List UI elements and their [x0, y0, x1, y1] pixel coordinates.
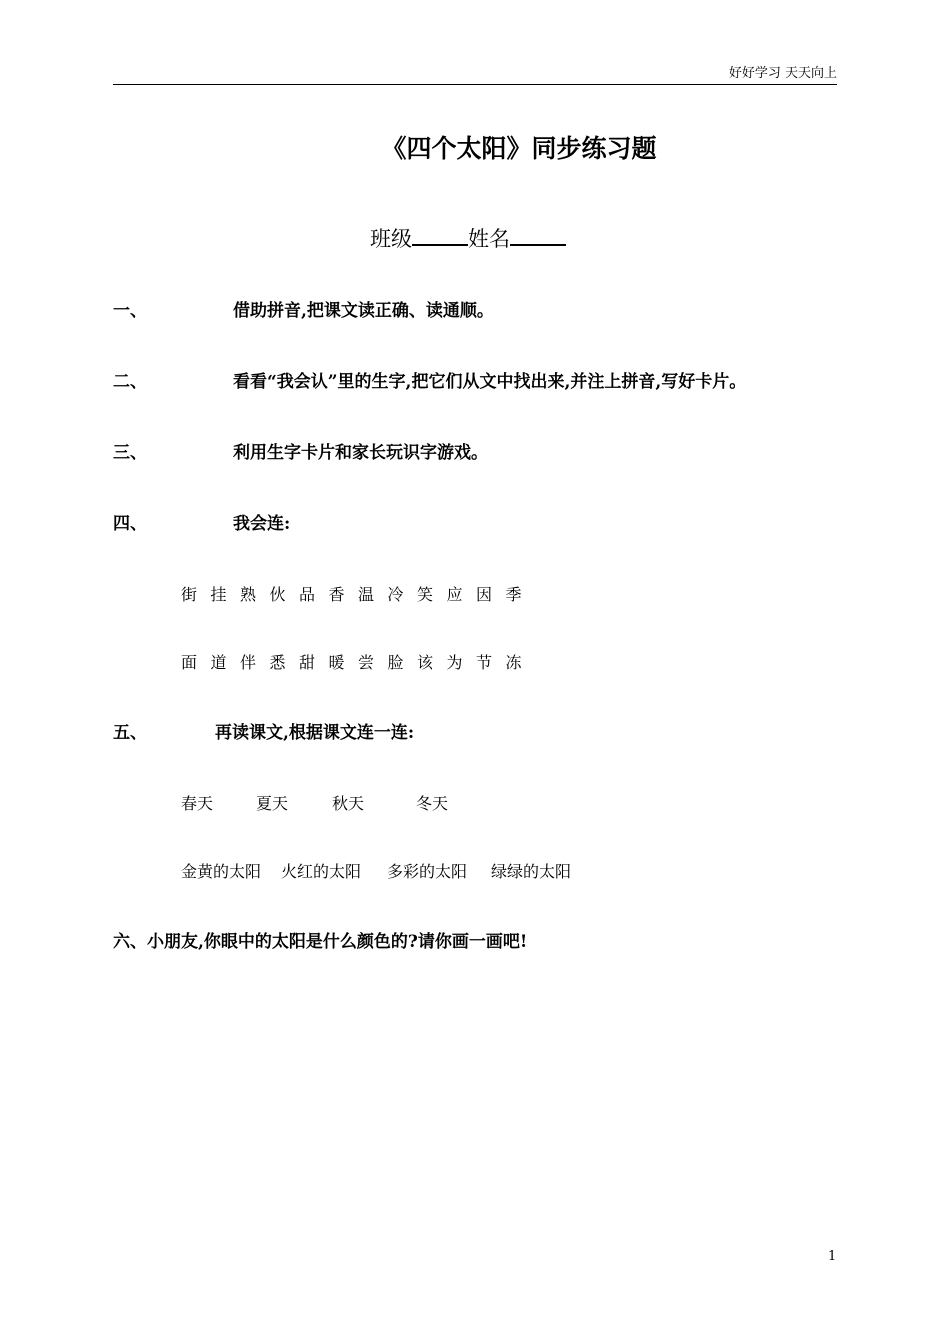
student-info-line [370, 222, 566, 254]
season-label: 春天 [181, 794, 214, 813]
question-number: 四、 [113, 514, 147, 534]
header-motto: 好好学习 天天向上 [728, 66, 837, 81]
question-number: 五、 [113, 723, 147, 743]
question-number: 一、 [113, 301, 147, 321]
question-text: 看看“我会认”里的生字,把它们从文中找出来,并注上拼音,写好卡片。 [233, 372, 747, 392]
name-label: 姓名 [468, 227, 510, 251]
character-row-1: 街挂熟伙品香温冷笑应因季 [181, 585, 536, 604]
character-row-2: 面道伴悉甜暖尝脸该为节冻 [181, 653, 536, 672]
question-text: 利用生字卡片和家长玩识字游戏。 [233, 443, 488, 463]
season-label: 夏天 [256, 794, 289, 813]
name-blank [510, 222, 566, 246]
season-label: 冬天 [416, 794, 449, 813]
question-number: 三、 [113, 443, 147, 463]
season-label: 秋天 [332, 794, 365, 813]
question-number: 二、 [113, 372, 147, 392]
page-number: 1 [828, 1249, 837, 1264]
question-6: 六、小朋友,你眼中的太阳是什么颜色的?请你画一画吧! [113, 932, 528, 952]
sun-label: 火红的太阳 [281, 862, 362, 881]
sun-label: 绿绿的太阳 [491, 862, 572, 881]
sun-label: 多彩的太阳 [387, 862, 468, 881]
page-title: 《四个太阳》同步练习题 [381, 134, 657, 163]
sun-label: 金黄的太阳 [181, 862, 262, 881]
question-text: 我会连: [233, 514, 291, 534]
class-blank [412, 222, 468, 246]
question-text: 借助拼音,把课文读正确、读通顺。 [233, 301, 494, 321]
question-text: 再读课文,根据课文连一连: [215, 723, 415, 743]
page-header [113, 66, 837, 85]
class-label: 班级 [370, 227, 412, 251]
